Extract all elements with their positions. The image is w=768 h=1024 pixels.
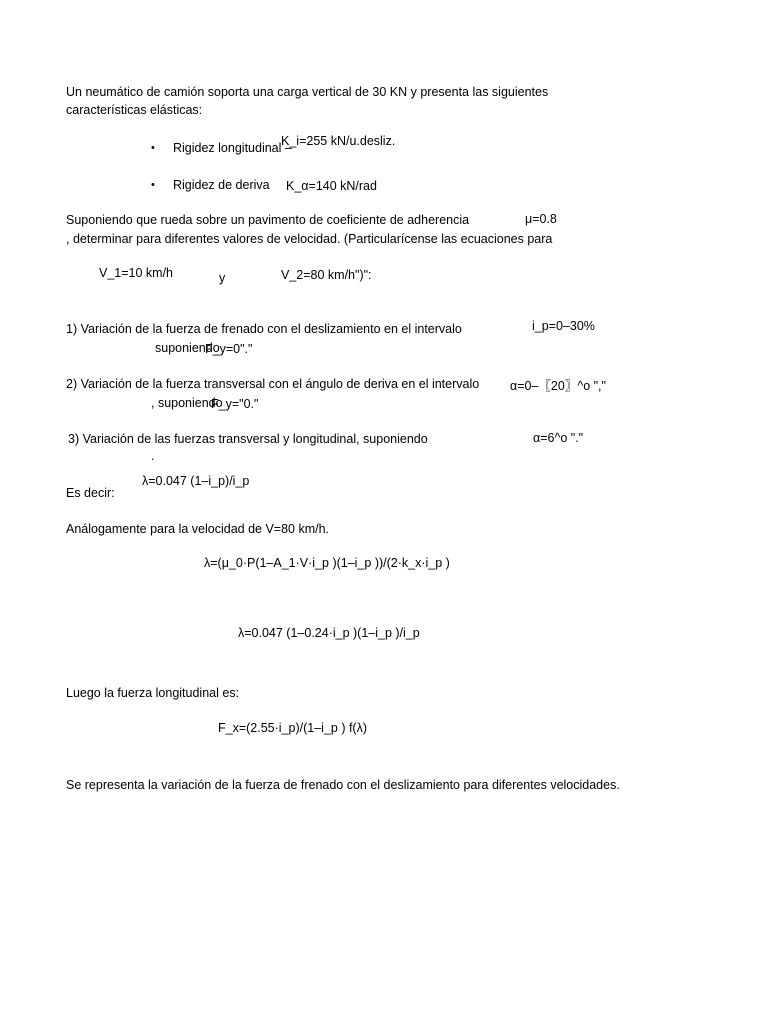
luego-sentence: Luego la fuerza longitudinal es:	[66, 686, 240, 700]
formula-k-alpha: K_α=140 kN/rad	[286, 179, 377, 193]
formula-v1: V_1=10 km/h	[99, 266, 174, 280]
item-1-text: 1) Variación de la fuerza de frenado con el deslizamiento en el intervalo	[66, 322, 462, 336]
supposition-line-2: , determinar para diferentes valores de velocidad. (Particularícense las ecuaciones para	[66, 232, 553, 246]
formula-lambda-general: λ=(μ_0·P(1–A_1·V·i_p )(1–i_p ))/(2·k_x·i_p )	[204, 556, 450, 570]
item-1-range: i_p=0–30%	[532, 319, 595, 333]
formula-lambda-1: λ=0.047 (1–i_p)/i_p	[142, 474, 250, 488]
intro-line-1: Un neumático de camión soporta una carga vertical de 30 KN y presenta las siguientes	[66, 85, 549, 99]
item-2-suppose: , suponiendo	[151, 396, 223, 410]
intro-line-2: características elásticas:	[66, 103, 203, 117]
item-2-text: 2) Variación de la fuerza transversal con el ángulo de deriva en el intervalo	[66, 377, 480, 391]
formula-fx: F_x=(2.55·i_p)/(1–i_p ) f(λ)	[218, 721, 368, 735]
item-2-condition: F_y="0."	[211, 397, 259, 411]
bullet-marker: •	[151, 179, 155, 191]
closing-sentence: Se representa la variación de la fuerza de frenado con el deslizamiento para diferentes velocidades.	[66, 778, 620, 792]
bullet-label-longitudinal: Rigidez longitudinal –	[173, 141, 292, 155]
formula-mu: μ=0.8	[525, 212, 557, 226]
formula-lambda-2: λ=0.047 (1–0.24·i_p )(1–i_p )/i_p	[238, 626, 420, 640]
formula-k-i: K_i=255 kN/u.desliz.	[281, 134, 396, 148]
bullet-label-deriva: Rigidez de deriva	[173, 178, 270, 192]
analog-sentence: Análogamente para la velocidad de V=80 km/h.	[66, 522, 330, 536]
item-2-range: α=0–〖20〗^o ","	[510, 379, 606, 393]
bullet-marker: •	[151, 142, 155, 154]
formula-v2: V_2=80 km/h")":	[281, 268, 372, 282]
item-3-text: 3) Variación de las fuerzas transversal y longitudinal, suponiendo	[68, 432, 428, 446]
es-decir-label: Es decir:	[66, 486, 115, 500]
item-3-dot: .	[151, 449, 155, 463]
supposition-line-1: Suponiendo que rueda sobre un pavimento de coeficiente de adherencia	[66, 213, 470, 227]
item-1-suppose: suponiendo	[155, 341, 220, 355]
item-3-range: α=6^o "."	[533, 431, 584, 445]
item-1-condition: F_y=0"."	[205, 342, 253, 356]
conjunction-y: y	[219, 271, 226, 285]
